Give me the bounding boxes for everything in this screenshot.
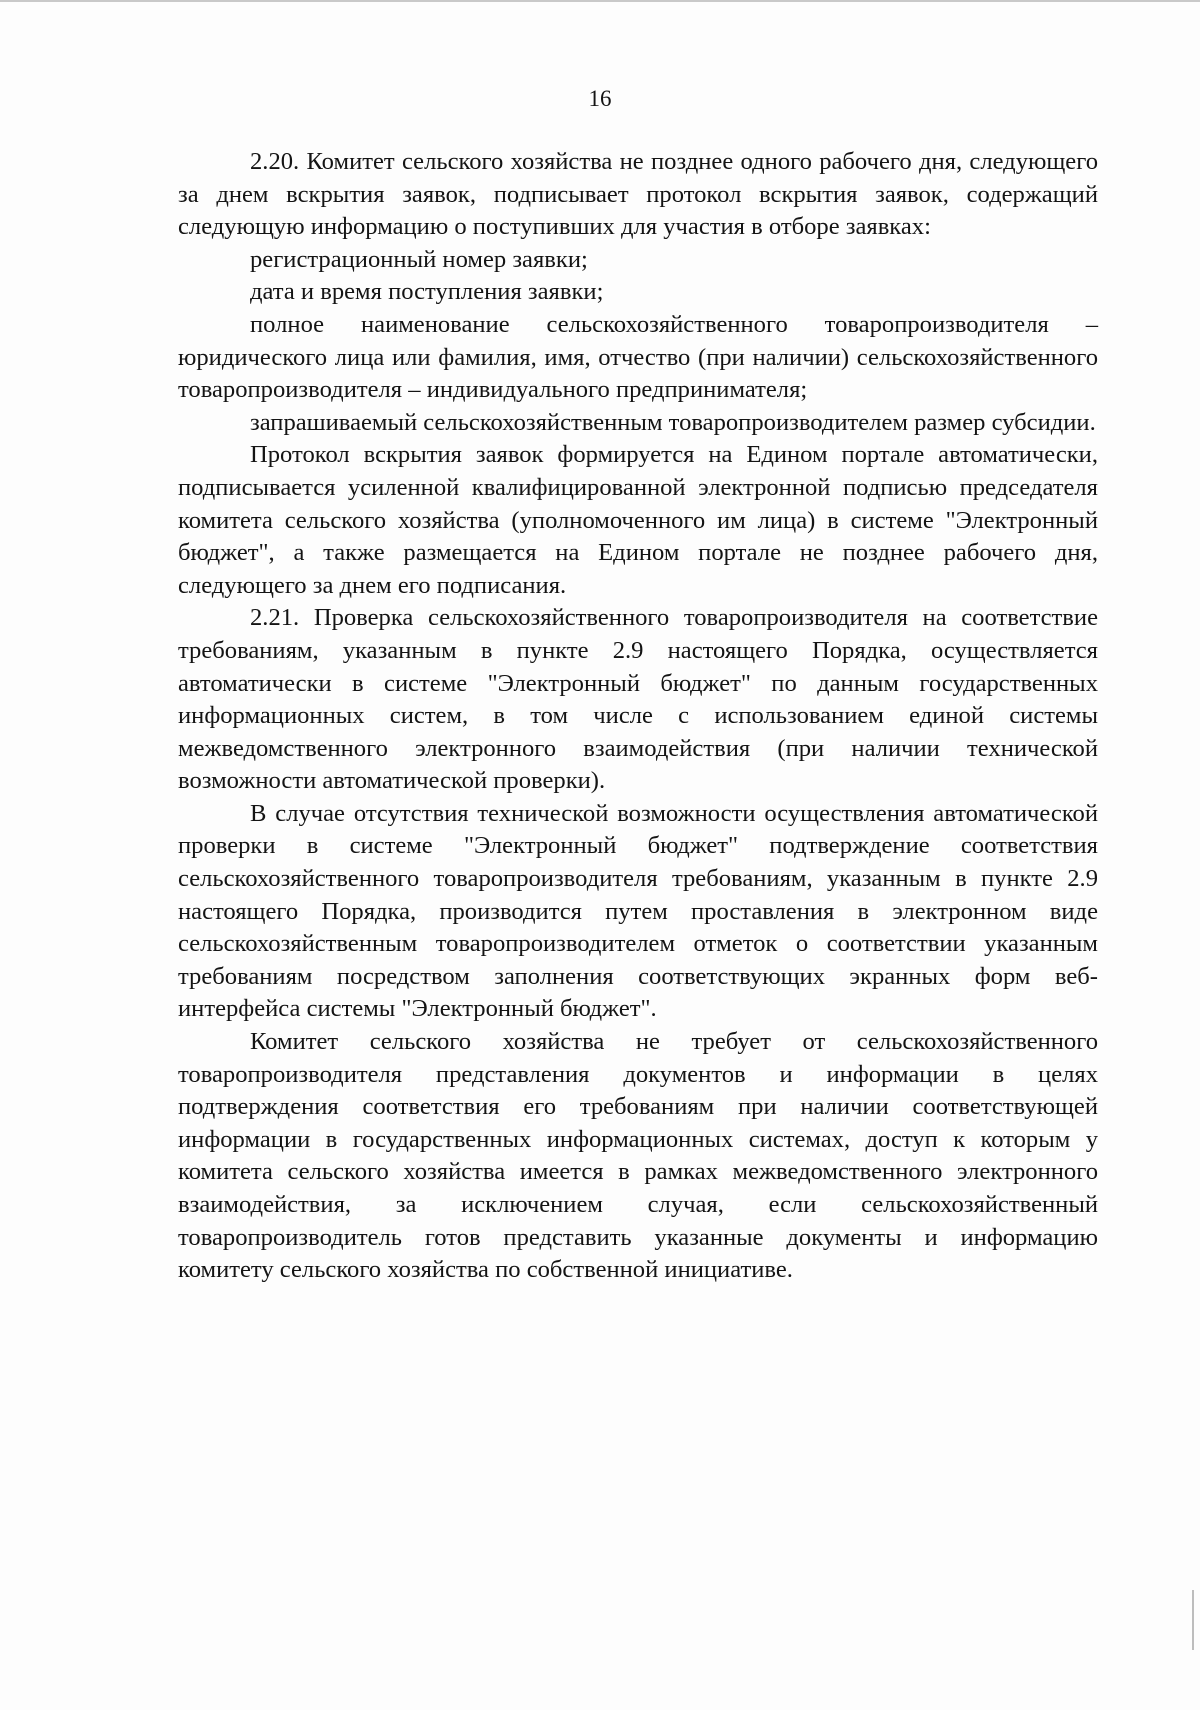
paragraph-2-21: 2.21. Проверка сельскохозяйственного товаропроизводителя на соответствие требованиям, указанным в пункте 2.9 настоящего Порядка, осуществляется автоматически в системе "Электронный бюджет" по данным государственных информационных систем, в том числе с использованием единой системы межведомственного электронного взаимодействия (при наличии технической возможности автоматической проверки). <box>178 604 1098 795</box>
list-item-date-time: дата и время поступления заявки; <box>250 278 604 306</box>
list-item-subsidy-amount: запрашиваемый сельскохозяйственным товаропроизводителем размер субсидии. <box>250 408 1096 436</box>
scan-top-edge <box>0 0 1200 2</box>
page-number: 16 <box>588 86 612 111</box>
scan-right-edge-mark <box>1192 1590 1194 1650</box>
paragraph-no-technical-possibility: В случае отсутствия технической возможности осуществления автоматической проверки в системе "Электронный бюджет" подтверждение соответствия сельскохозяйственного товаропроизводителя требованиям, указанным в пункте 2.9 настоящего Порядка, производится путем проставления в электронном виде сельскохозяйственным товаропроизводителем отметок о соответствии указанным требованиям посредством заполнения соответствующих экранных форм веб-интерфейса системы "Электронный бюджет". <box>178 799 1098 1023</box>
list-item-full-name: полное наименование сельскохозяйственного товаропроизводителя – юридического лица или фамилия, имя, отчество (при наличии) сельскохозяйственного товаропроизводителя – индивидуального предпринимателя; <box>178 310 1098 404</box>
document-body <box>178 146 1098 1287</box>
paragraph-2-20: 2.20. Комитет сельского хозяйства не позднее одного рабочего дня, следующего за днем вскрытия заявок, подписывает протокол вскрытия заявок, содержащий следующую информацию о поступивших для участия в отборе заявках: <box>178 148 1098 241</box>
list-item-registration-number: регистрационный номер заявки; <box>250 245 588 273</box>
paragraph-committee-requirements: Комитет сельского хозяйства не требует от сельскохозяйственного товаропроизводителя представления документов и информации в целях подтверждения соответствия его требованиям при наличии соответствующей информации в государственных информационных системах, доступ к которым у комитета сельского хозяйства имеется в рамках межведомственного электронного взаимодействия, за исключением случая, если сельскохозяйственный товаропроизводитель готов представить указанные документы и информацию комитету сельского хозяйства по собственной инициативе. <box>178 1028 1098 1284</box>
paragraph-protocol: Протокол вскрытия заявок формируется на Едином портале автоматически, подписывается усиленной квалифицированной электронной подписью председателя комитета сельского хозяйства (уполномоченного им лица) в системе "Электронный бюджет", а также размещается на Едином портале не позднее рабочего дня, следующего за днем его подписания. <box>178 441 1098 599</box>
